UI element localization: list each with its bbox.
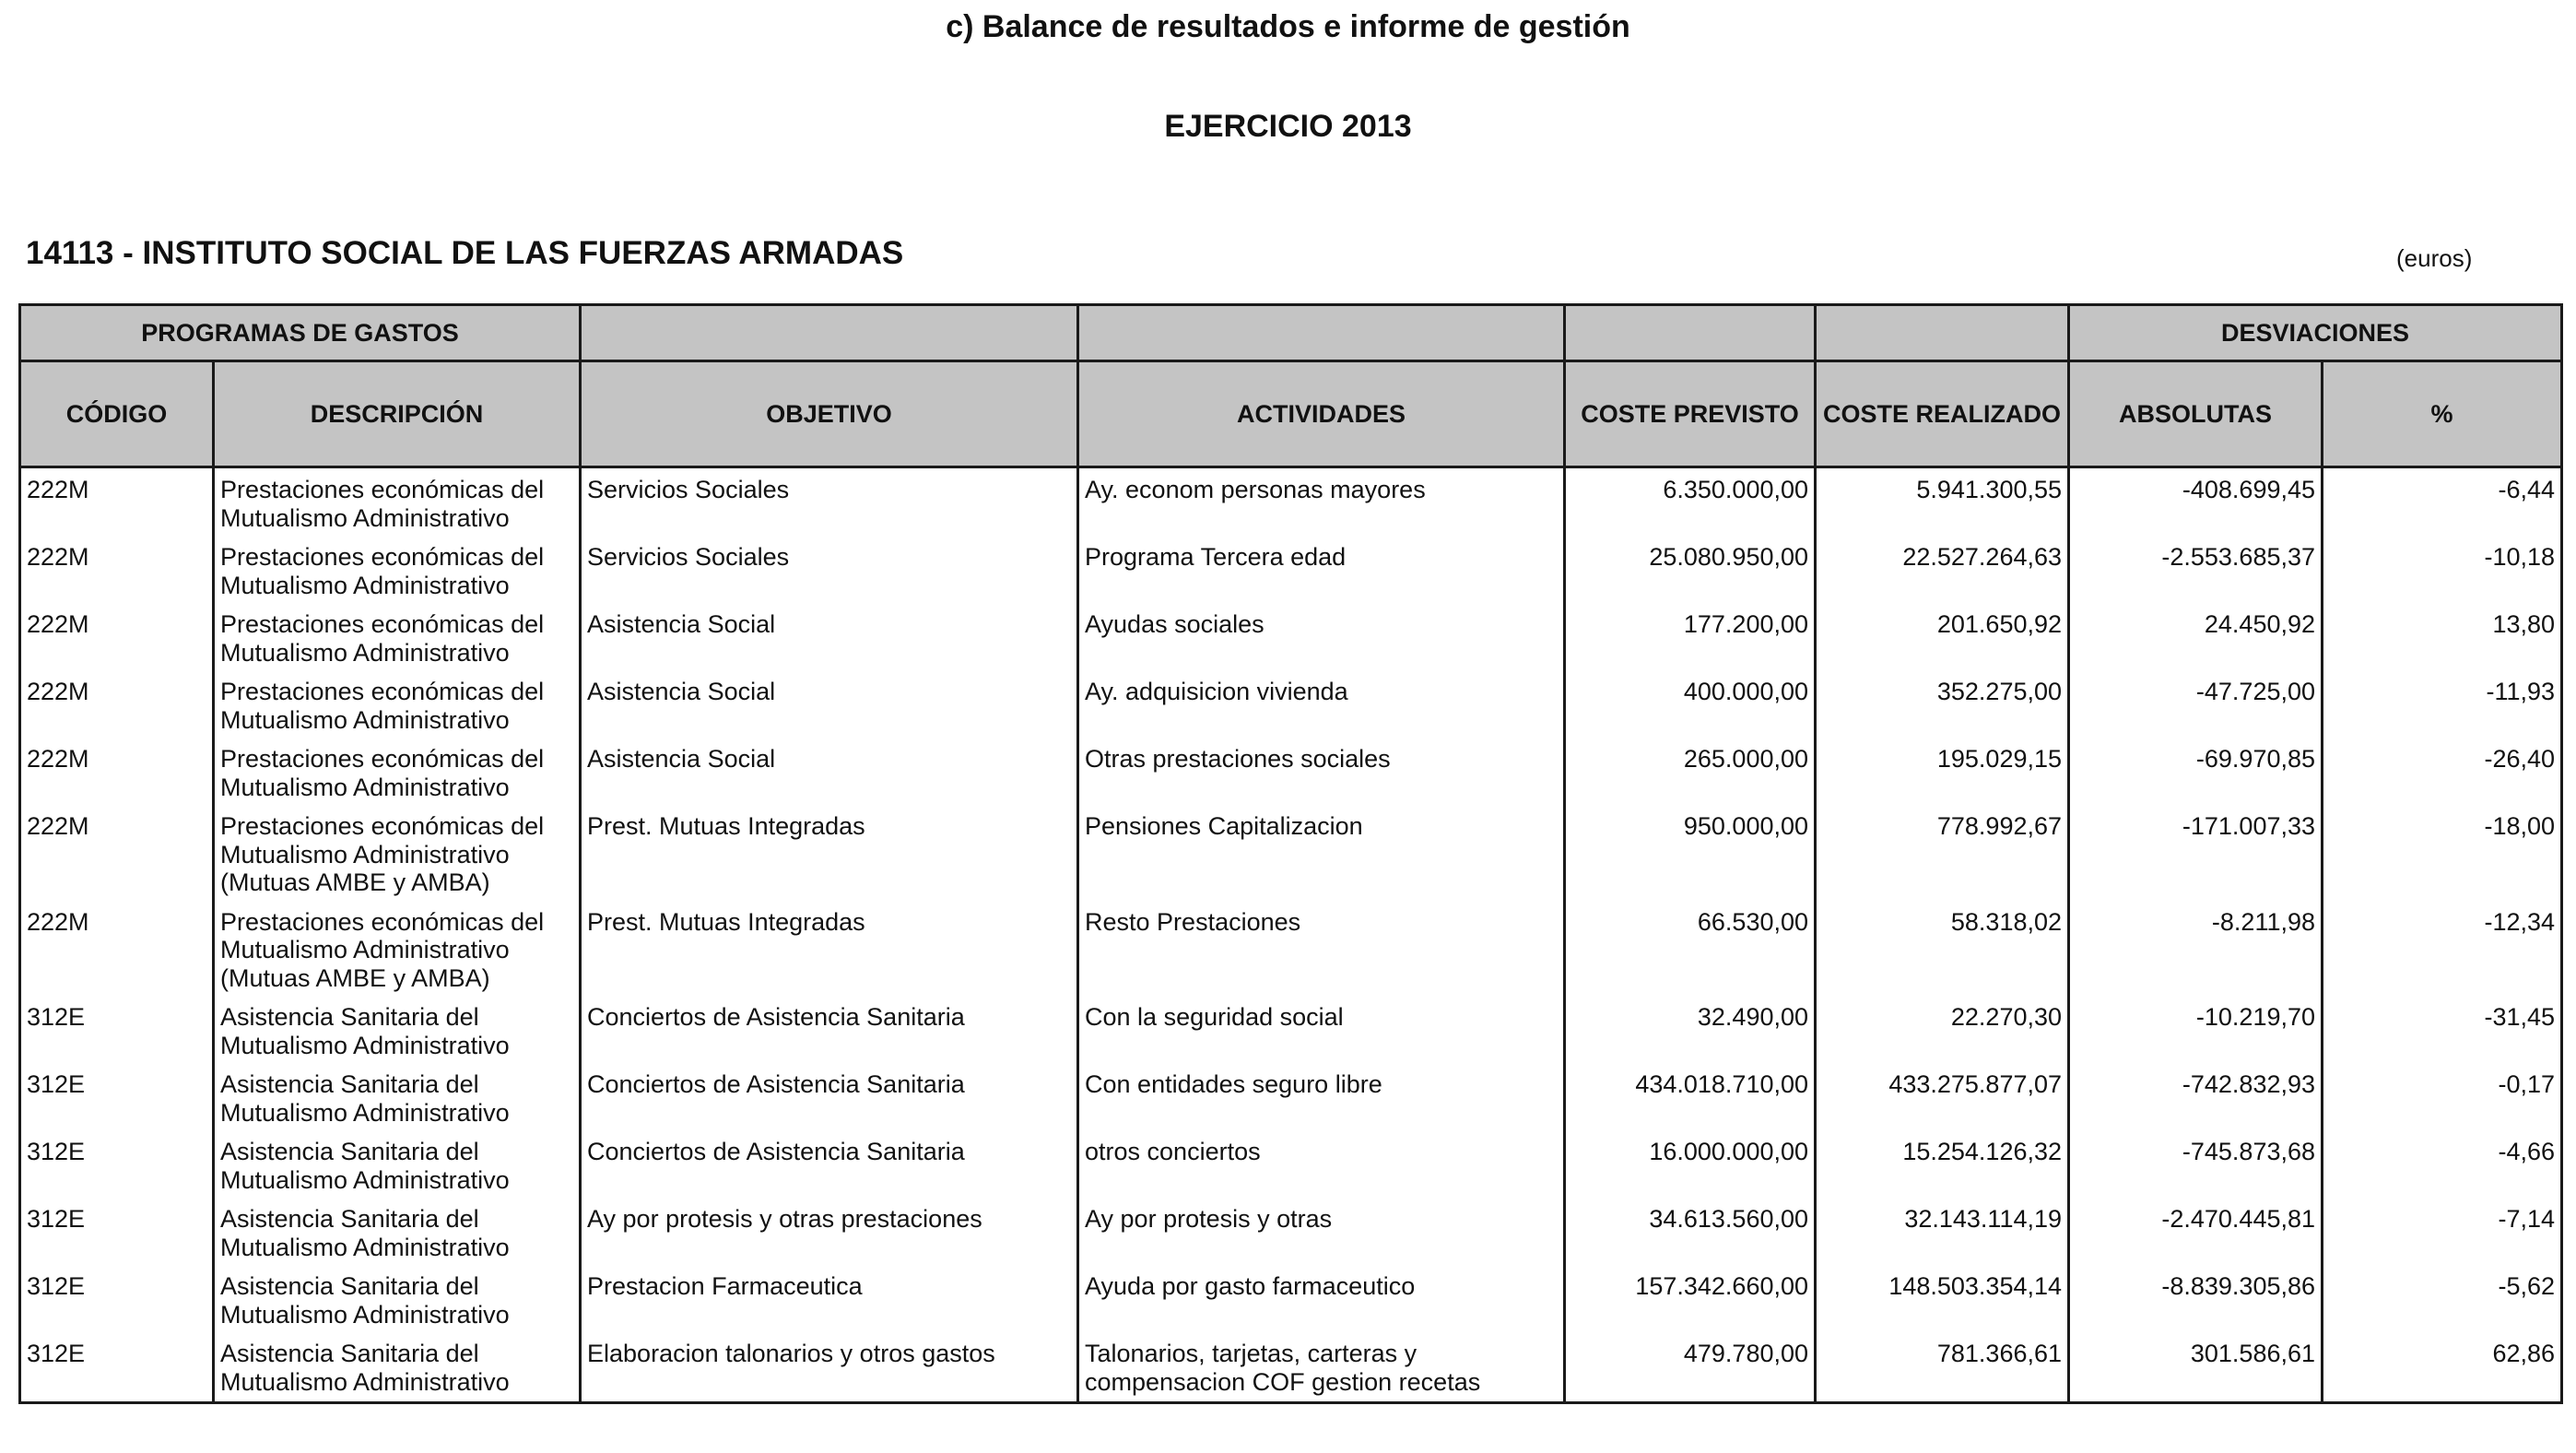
percent-deviation-cell: 62,86 [2323,1334,2562,1403]
activities-cell [1078,998,1565,1065]
page-title: c) Balance de resultados e informe de gestión [946,9,1630,44]
table-row [20,739,2562,807]
code-cell: 312E [20,1267,214,1334]
absolute-deviation-cell: -171.007,33 [2069,807,2323,903]
description-line: Prestaciones económicas del [220,907,545,936]
activities-cell [1078,605,1565,672]
actual-cost-cell: 58.318,02 [1816,903,2069,998]
objective-cell [581,1199,1078,1267]
percent-deviation-cell: -31,45 [2323,998,2562,1065]
table-row [20,672,2562,739]
description-line: Mutualismo Administrativo [220,1098,510,1127]
absolute-deviation-cell: 24.450,92 [2069,605,2323,672]
description-cell [214,1334,581,1403]
activities-cell [1078,537,1565,605]
activities-line: Ayuda por gasto farmaceutico [1085,1272,1416,1300]
activities-line: Programa Tercera edad [1085,543,1347,571]
table-row [20,998,2562,1065]
activities-line: Talonarios, tarjetas, carteras y [1085,1340,1417,1367]
description-cell [214,1132,581,1199]
objective-cell [581,1132,1078,1199]
description-line: Prestaciones económicas del [220,678,545,705]
actual-cost-cell: 22.527.264,63 [1816,537,2069,605]
planned-cost-cell: 434.018.710,00 [1565,1065,1816,1132]
table-row [20,605,2562,672]
activities-cell [1078,1132,1565,1199]
absolute-deviation-cell: -2.470.445,81 [2069,1199,2323,1267]
objective-cell [581,1334,1078,1403]
description-line: Asistencia Sanitaria del [220,1340,479,1367]
code-cell: 222M [20,807,214,903]
objective-line: Conciertos de Asistencia Sanitaria [587,1003,965,1031]
code-cell: 312E [20,998,214,1065]
planned-cost-cell: 400.000,00 [1565,672,1816,739]
description-line: Prestaciones económicas del [220,543,545,571]
planned-cost-cell: 16.000.000,00 [1565,1132,1816,1199]
table-row [20,1267,2562,1334]
activities-cell [1078,903,1565,998]
code-cell: 222M [20,537,214,605]
column-header-code: CÓDIGO [20,361,214,467]
absolute-deviation-cell: 301.586,61 [2069,1334,2323,1403]
results-table [18,303,2563,1404]
actual-cost-cell: 15.254.126,32 [1816,1132,2069,1199]
activities-line: Con la seguridad social [1085,1003,1344,1031]
objective-line: Prest. Mutuas Integradas [587,812,865,840]
code-cell: 312E [20,1334,214,1403]
activities-line: Pensiones Capitalizacion [1085,812,1363,840]
table-row [20,1132,2562,1199]
description-cell [214,807,581,903]
column-header-absolute: ABSOLUTAS [2069,361,2323,467]
percent-deviation-cell: -18,00 [2323,807,2562,903]
objective-line: Conciertos de Asistencia Sanitaria [587,1070,965,1098]
description-cell [214,672,581,739]
actual-cost-cell: 22.270,30 [1816,998,2069,1065]
description-line: Mutualismo Administrativo [220,1165,510,1194]
description-cell [214,998,581,1065]
percent-deviation-cell: 13,80 [2323,605,2562,672]
empty-group-header [1565,305,1816,361]
description-line: Mutualismo Administrativo [220,1367,510,1396]
table-row [20,903,2562,998]
objective-line: Prest. Mutuas Integradas [587,907,865,936]
empty-group-header [581,305,1078,361]
objective-cell [581,998,1078,1065]
activities-cell [1078,467,1565,538]
table-row [20,467,2562,538]
description-line: Mutualismo Administrativo [220,571,510,599]
table-row [20,807,2562,903]
objective-line: Conciertos de Asistencia Sanitaria [587,1138,965,1165]
table-row [20,537,2562,605]
objective-cell [581,467,1078,538]
percent-deviation-cell: -5,62 [2323,1267,2562,1334]
description-cell [214,605,581,672]
description-cell [214,537,581,605]
activities-line: compensacion COF gestion recetas [1085,1367,1481,1396]
description-line: (Mutuas AMBE y AMBA) [220,868,490,896]
column-header-row [20,361,2562,467]
column-header-activities: ACTIVIDADES [1078,361,1565,467]
activities-cell [1078,807,1565,903]
percent-deviation-cell: -4,66 [2323,1132,2562,1199]
objective-line: Asistencia Social [587,745,776,773]
empty-group-header [1078,305,1565,361]
activities-line: Otras prestaciones sociales [1085,745,1391,773]
description-line: Mutualismo Administrativo [220,1031,510,1059]
description-line: Asistencia Sanitaria del [220,1272,479,1300]
exercise-title: EJERCICIO 2013 [1164,109,1412,144]
objective-cell [581,672,1078,739]
activities-cell [1078,739,1565,807]
code-cell: 312E [20,1132,214,1199]
objective-line: Asistencia Social [587,610,776,638]
description-line: Mutualismo Administrativo [220,1233,510,1261]
currency-note: (euros) [2396,244,2473,272]
percent-deviation-cell: -11,93 [2323,672,2562,739]
description-line: Prestaciones económicas del [220,610,545,638]
description-line: Prestaciones económicas del [220,476,545,503]
table-row [20,1334,2562,1403]
objective-line: Servicios Sociales [587,543,790,571]
table-body [20,467,2562,1403]
description-line: Mutualismo Administrativo [220,638,510,667]
planned-cost-cell: 32.490,00 [1565,998,1816,1065]
objective-cell [581,1065,1078,1132]
description-line: Asistencia Sanitaria del [220,1003,479,1031]
planned-cost-cell: 34.613.560,00 [1565,1199,1816,1267]
planned-cost-cell: 177.200,00 [1565,605,1816,672]
objective-cell [581,739,1078,807]
absolute-deviation-cell: -2.553.685,37 [2069,537,2323,605]
activities-line: Ay. adquisicion vivienda [1085,678,1348,705]
description-line: Asistencia Sanitaria del [220,1205,479,1233]
activities-cell [1078,1334,1565,1403]
description-cell [214,739,581,807]
column-header-percent: % [2323,361,2562,467]
objective-cell [581,903,1078,998]
actual-cost-cell: 5.941.300,55 [1816,467,2069,538]
absolute-deviation-cell: -10.219,70 [2069,998,2323,1065]
objective-line: Ay por protesis y otras prestaciones [587,1205,982,1233]
description-cell [214,903,581,998]
planned-cost-cell: 265.000,00 [1565,739,1816,807]
percent-deviation-cell: -10,18 [2323,537,2562,605]
table-row [20,1065,2562,1132]
absolute-deviation-cell: -408.699,45 [2069,467,2323,538]
actual-cost-cell: 781.366,61 [1816,1334,2069,1403]
absolute-deviation-cell: -8.839.305,86 [2069,1267,2323,1334]
code-cell: 222M [20,672,214,739]
actual-cost-cell: 201.650,92 [1816,605,2069,672]
group-header-row [20,305,2562,361]
percent-deviation-cell: -0,17 [2323,1065,2562,1132]
description-cell [214,467,581,538]
absolute-deviation-cell: -47.725,00 [2069,672,2323,739]
objective-line: Servicios Sociales [587,476,790,503]
activities-line: Ay por protesis y otras [1085,1205,1333,1233]
objective-cell [581,807,1078,903]
actual-cost-cell: 148.503.354,14 [1816,1267,2069,1334]
column-header-objective: OBJETIVO [581,361,1078,467]
absolute-deviation-cell: -8.211,98 [2069,903,2323,998]
planned-cost-cell: 25.080.950,00 [1565,537,1816,605]
percent-deviation-cell: -26,40 [2323,739,2562,807]
column-header-description: DESCRIPCIÓN [214,361,581,467]
code-cell: 312E [20,1065,214,1132]
activities-cell [1078,1199,1565,1267]
activities-line: Resto Prestaciones [1085,907,1301,936]
column-header-planned-cost: COSTE PREVISTO [1565,361,1816,467]
actual-cost-cell: 32.143.114,19 [1816,1199,2069,1267]
absolute-deviation-cell: -69.970,85 [2069,739,2323,807]
description-line: Mutualismo Administrativo [220,840,510,868]
empty-group-header [1816,305,2069,361]
objective-cell [581,537,1078,605]
description-cell [214,1267,581,1334]
activities-cell [1078,672,1565,739]
description-line: Asistencia Sanitaria del [220,1138,479,1165]
column-header-actual-cost: COSTE REALIZADO [1816,361,2069,467]
objective-line: Asistencia Social [587,678,776,705]
description-line: Prestaciones económicas del [220,745,545,773]
percent-deviation-cell: -7,14 [2323,1199,2562,1267]
code-cell: 222M [20,903,214,998]
planned-cost-cell: 479.780,00 [1565,1334,1816,1403]
description-line: Mutualismo Administrativo [220,936,510,963]
code-cell: 312E [20,1199,214,1267]
code-cell: 222M [20,605,214,672]
planned-cost-cell: 6.350.000,00 [1565,467,1816,538]
description-cell [214,1199,581,1267]
objective-cell [581,1267,1078,1334]
activities-line: otros conciertos [1085,1138,1261,1165]
objective-line: Prestacion Farmaceutica [587,1272,863,1300]
percent-deviation-cell: -12,34 [2323,903,2562,998]
activities-cell [1078,1065,1565,1132]
description-line: Mutualismo Administrativo [220,1300,510,1329]
description-line: Asistencia Sanitaria del [220,1070,479,1098]
actual-cost-cell: 778.992,67 [1816,807,2069,903]
planned-cost-cell: 66.530,00 [1565,903,1816,998]
activities-line: Con entidades seguro libre [1085,1070,1382,1098]
objective-cell [581,605,1078,672]
absolute-deviation-cell: -745.873,68 [2069,1132,2323,1199]
activities-line: Ay. econom personas mayores [1085,476,1426,503]
planned-cost-cell: 950.000,00 [1565,807,1816,903]
description-line: Prestaciones económicas del [220,812,545,840]
deviations-group-header: DESVIACIONES [2069,305,2562,361]
description-line: Mutualismo Administrativo [220,705,510,734]
percent-deviation-cell: -6,44 [2323,467,2562,538]
planned-cost-cell: 157.342.660,00 [1565,1267,1816,1334]
actual-cost-cell: 352.275,00 [1816,672,2069,739]
actual-cost-cell: 195.029,15 [1816,739,2069,807]
table-row [20,1199,2562,1267]
objective-line: Elaboracion talonarios y otros gastos [587,1340,995,1367]
description-line: Mutualismo Administrativo [220,503,510,532]
entity-title: 14113 - INSTITUTO SOCIAL DE LAS FUERZAS ARMADAS [26,235,904,271]
programs-group-header: PROGRAMAS DE GASTOS [20,305,581,361]
absolute-deviation-cell: -742.832,93 [2069,1065,2323,1132]
actual-cost-cell: 433.275.877,07 [1816,1065,2069,1132]
description-line: Mutualismo Administrativo [220,773,510,801]
code-cell: 222M [20,467,214,538]
code-cell: 222M [20,739,214,807]
activities-cell [1078,1267,1565,1334]
description-cell [214,1065,581,1132]
description-line: (Mutuas AMBE y AMBA) [220,963,490,992]
activities-line: Ayudas sociales [1085,610,1264,638]
